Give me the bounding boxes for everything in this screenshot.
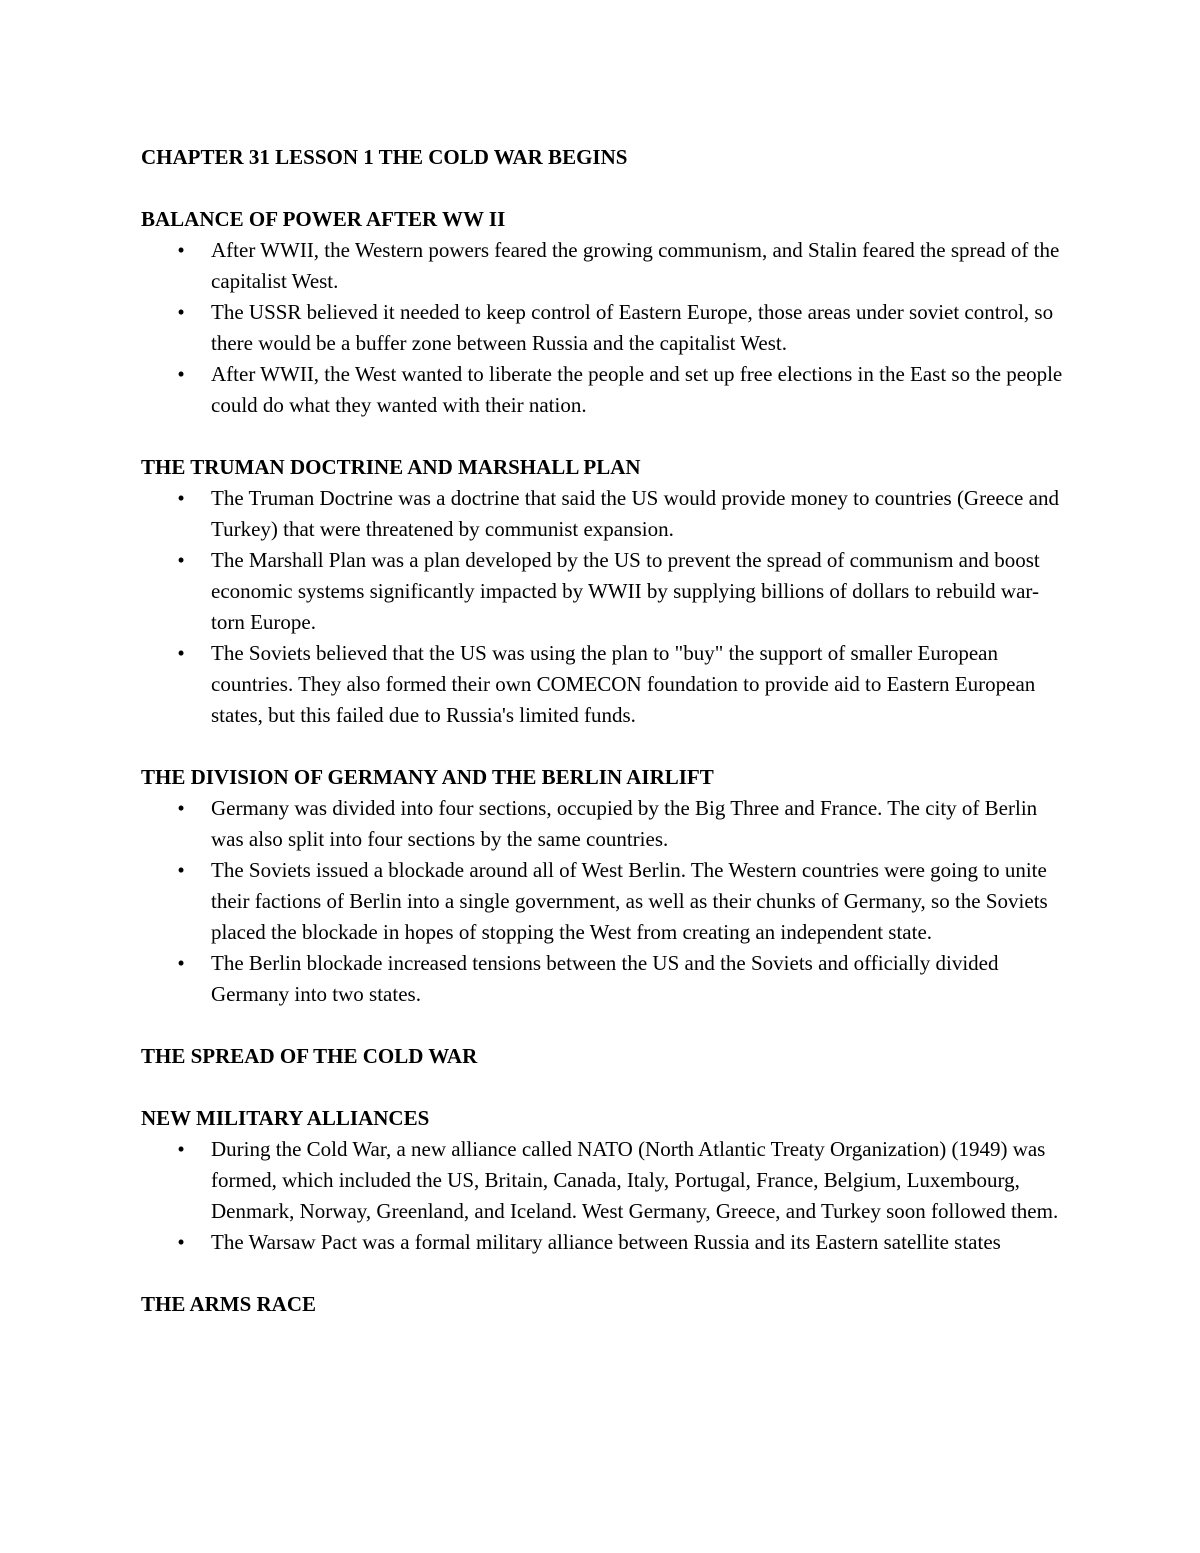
- bullet-item: [141, 638, 1071, 731]
- section-heading: THE DIVISION OF GERMANY AND THE BERLIN AIRLIFT: [141, 765, 714, 789]
- bullet-icon: •: [177, 300, 185, 324]
- bullet-text: The Warsaw Pact was a formal military alliance between Russia and its Eastern satellite states: [211, 1230, 1001, 1254]
- section-balance-of-power: [141, 204, 1071, 421]
- bullet-text: The USSR believed it needed to keep control of Eastern Europe, those areas under soviet control, so there would be a buffer zone between Russia and the capitalist West.: [211, 300, 1054, 355]
- bullet-icon: •: [177, 548, 185, 572]
- bullet-text: The Truman Doctrine was a doctrine that said the US would provide money to countries (Greece and Turkey) that were threatened by communist expansion.: [211, 486, 1059, 541]
- bullet-item: [141, 1134, 1071, 1227]
- bullet-icon: •: [177, 238, 185, 262]
- bullet-item: [141, 297, 1071, 359]
- bullet-icon: •: [177, 486, 185, 510]
- bullet-item: [141, 235, 1071, 297]
- document-title: CHAPTER 31 LESSON 1 THE COLD WAR BEGINS: [141, 145, 628, 169]
- bullet-list: [141, 793, 1071, 1010]
- bullet-text: During the Cold War, a new alliance called NATO (North Atlantic Treaty Organization) (1949) was formed, which included the US, Britain, Canada, Italy, Portugal, France, Belgium, Luxembourg, Denmark, Norway, Greenland, and Iceland. West Germany, Greece, and Turkey soon followed them.: [211, 1137, 1059, 1223]
- section-division-of-germany: [141, 762, 1071, 1010]
- section-heading: NEW MILITARY ALLIANCES: [141, 1106, 430, 1130]
- bullet-list: [141, 1134, 1071, 1258]
- bullet-text: The Marshall Plan was a plan developed by the US to prevent the spread of communism and boost economic systems significantly impacted by WWII by supplying billions of dollars to rebuild war-torn Europe.: [211, 548, 1040, 634]
- bullet-item: [141, 359, 1071, 421]
- bullet-item: [141, 545, 1071, 638]
- section-truman-marshall: [141, 452, 1071, 731]
- bullet-item: [141, 483, 1071, 545]
- bullet-text: The Soviets believed that the US was using the plan to "buy" the support of smaller European countries. They also formed their own COMECON foundation to provide aid to Eastern European states, but this failed due to Russia's limited funds.: [211, 641, 1036, 727]
- bullet-icon: •: [177, 858, 185, 882]
- bullet-icon: •: [177, 951, 185, 975]
- bullet-text: After WWII, the West wanted to liberate the people and set up free elections in the East so the people could do what they wanted with their nation.: [211, 362, 1063, 417]
- document-body: [141, 142, 1071, 1351]
- bullet-icon: •: [177, 796, 185, 820]
- bullet-icon: •: [177, 1230, 185, 1254]
- bullet-item: [141, 855, 1071, 948]
- bullet-icon: •: [177, 1137, 185, 1161]
- bullet-icon: •: [177, 362, 185, 386]
- bullet-list: [141, 483, 1071, 731]
- section-spread-of-cold-war: [141, 1041, 1071, 1072]
- section-heading: BALANCE OF POWER AFTER WW II: [141, 207, 506, 231]
- section-heading: THE ARMS RACE: [141, 1292, 317, 1316]
- bullet-item: [141, 1227, 1071, 1258]
- bullet-icon: •: [177, 641, 185, 665]
- bullet-text: Germany was divided into four sections, occupied by the Big Three and France. The city of Berlin was also split into four sections by the same countries.: [211, 796, 1038, 851]
- bullet-text: The Berlin blockade increased tensions between the US and the Soviets and officially divided Germany into two states.: [211, 951, 999, 1006]
- bullet-text: After WWII, the Western powers feared the growing communism, and Stalin feared the spread of the capitalist West.: [211, 238, 1060, 293]
- bullet-item: [141, 948, 1071, 1010]
- section-military-alliances: [141, 1103, 1071, 1258]
- bullet-list: [141, 235, 1071, 421]
- section-heading: THE SPREAD OF THE COLD WAR: [141, 1044, 478, 1068]
- bullet-text: The Soviets issued a blockade around all of West Berlin. The Western countries were going to unite their factions of Berlin into a single government, as well as their chunks of Germany, so the Soviets placed the blockade in hopes of stopping the West from creating an independent state.: [211, 858, 1048, 944]
- section-heading: THE TRUMAN DOCTRINE AND MARSHALL PLAN: [141, 455, 641, 479]
- bullet-item: [141, 793, 1071, 855]
- section-arms-race: [141, 1289, 1071, 1320]
